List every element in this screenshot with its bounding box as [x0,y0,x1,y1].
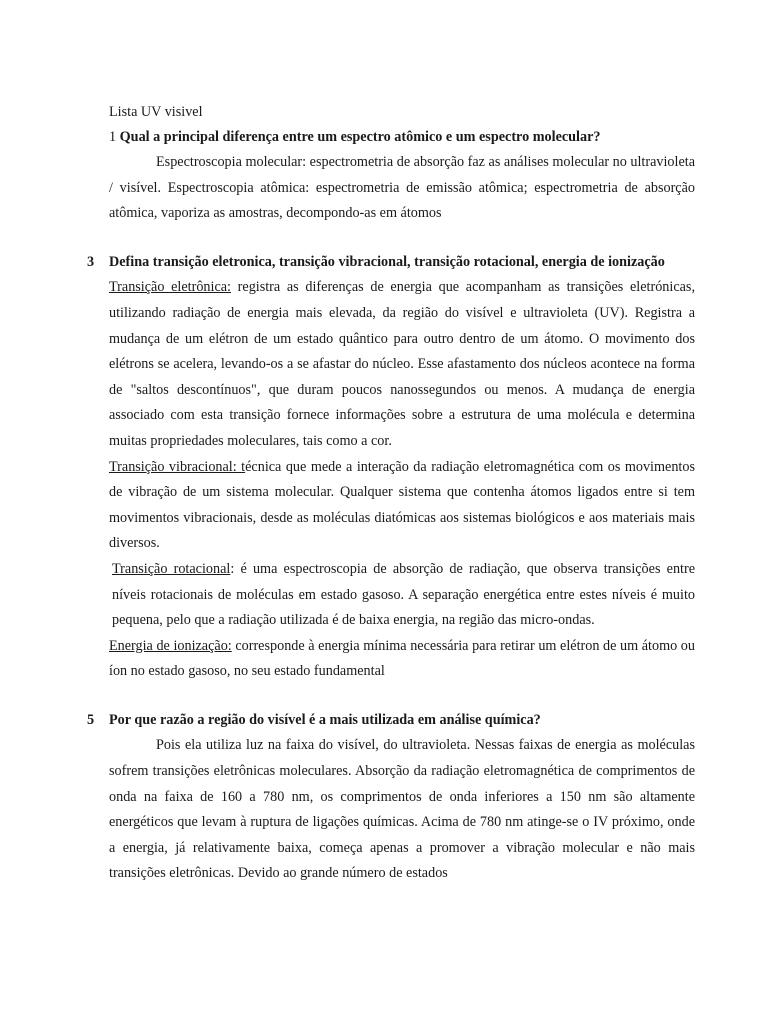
question-1-answer: Espectroscopia molecular: espectrometria de absorção faz as análises molecular no ultravioleta / visível. Espectroscopia atômica: espectrometria de emissão atômica; espectrometria de absorção atômica, vaporiza as amostras, decompondo-as em átomos [109,154,695,222]
electronic-transition-paragraph [109,275,695,454]
electronic-transition-term: Transição eletrônica: [109,279,231,296]
rotational-transition-term: Transição rotacional [112,560,231,577]
rotational-transition-text: : é uma espectroscopia de absorção de radiação, que observa transições entre níveis rotacionais de moléculas em estado gasoso. A separação energética entre estes níveis é muito pequena, pelo que a radiação utilizada é de baixa energia, na região das micro-ondas. [112,560,696,629]
question-3-number: 3 [87,253,95,270]
question-3-block [87,250,696,685]
rotational-transition-paragraph [109,557,695,634]
question-1-text: Qual a principal diferença entre um espectro atômico e um espectro molecular? [119,129,601,145]
question-5-answer: Pois ela utiliza luz na faixa do visível, do ultravioleta. Nessas faixas de energia as moléculas sofrem transições eletrônicas moleculares. Absorção da radiação eletromagnética de comprimentos de onda na faixa de 160 a 780 nm, os comprimentos de onda inferiores a 150 nm são altamente energéticos que levam à ruptura de ligações químicas. Acima de 780 nm atinge-se o IV próximo, onde a energia, já relativamente baixa, começa apenas a promover a vibração molecular e não mais transições eletrônicas. Devido ao grande número de estados [109,737,695,882]
document-title: Lista UV visivel [109,104,203,120]
ionization-energy-paragraph [109,634,695,685]
vibrational-transition-term: Transição vibracional: t [109,458,246,475]
question-3-text: Defina transição eletronica, transição vibracional, transição rotacional, energia de ionização [109,253,665,270]
question-1-heading [109,125,695,150]
ionization-energy-text: corresponde à energia mínima necessária para retirar um elétron de um átomo ou íon no estado gasoso, no seu estado fundamental [109,637,695,680]
vibrational-transition-text: écnica que mede a interação da radiação eletromagnética com os movimentos de vibração de um sistema molecular. Qualquer sistema que contenha átomos ligados entre si tem movimentos vibracionais, desde as moléculas diatómicas aos sistemas biológicos e aos materiais mais diversos. [109,458,695,552]
document-body [87,100,696,887]
question-1-number: 1 [109,129,120,145]
question-5-block [87,708,695,887]
ionization-energy-term: Energia de ionização: [109,637,232,654]
vibrational-transition-paragraph [109,455,695,557]
question-5-number: 5 [87,711,95,728]
electronic-transition-text: registra as diferenças de energia que acompanham as transições eletrónicas, utilizando radiação de energia mais elevada, da região do visível e ultravioleta (UV). Registra a mudança de um elétron de um estado quântico para outro dentro de um átomo. O movimento dos elétrons se acelera, levando-os a se afastar do núcleo. Esse afastamento dos núcleos acontece na forma de "saltos descontínuos", que duram poucos nanossegundos ou menos. A mudança de energia associado com esta transição fornece informações sobre a estrutura de uma molécula e determina muitas propriedades moleculares, tais como a cor. [109,279,695,449]
question-5-text: Por que razão a região do visível é a mais utilizada em análise química? [109,711,541,728]
